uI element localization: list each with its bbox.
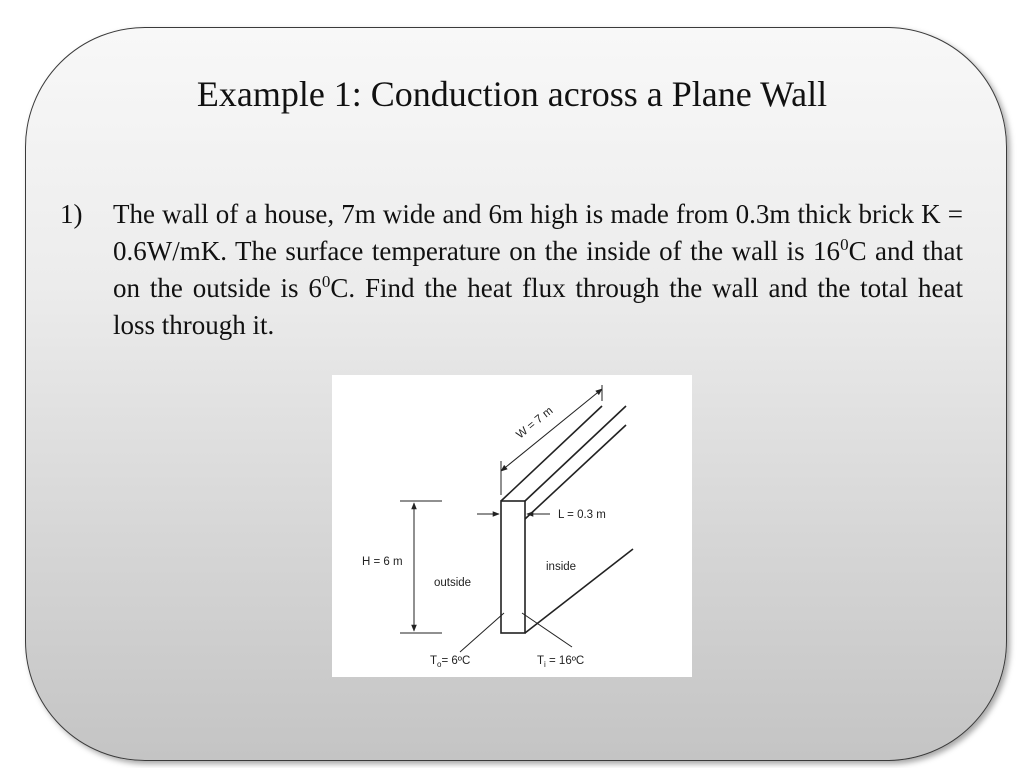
inside-label: inside: [546, 561, 577, 573]
wall-diagram-svg: [332, 375, 692, 677]
problem-text-part1: The wall of a house, 7m wide and 6m high is made from 0.3m thick brick K = 0.6W/mK. The surface temperature on the inside of the wall is 16: [113, 199, 963, 266]
wall-diagram: [332, 375, 692, 677]
outside-temp-label: $T_o=$ 6ºC: [430, 655, 471, 669]
slide-title: Example 1: Conduction across a Plane Wall: [196, 74, 828, 114]
thickness-label: L = 0.3 m: [558, 509, 606, 521]
height-label: H = 6 m: [362, 556, 403, 568]
problem-number: 1): [60, 199, 83, 229]
degree-superscript-outside: 0: [321, 272, 331, 291]
problem-text-part3: C. Find the heat flux through the wall and the total heat loss through it.: [113, 273, 963, 340]
width-label: W = 7 m: [514, 404, 556, 442]
wall-front-face: [501, 501, 525, 633]
problem-text: [113, 196, 963, 344]
problem-text-part2: C and that on the outside is 6: [113, 236, 963, 303]
problem-item: [60, 196, 963, 344]
outside-label: outside: [434, 577, 472, 589]
inside-temp-label: $T_i$ = 16ºC: [537, 655, 585, 669]
degree-superscript-inside: 0: [840, 235, 849, 254]
wall-top-edge-outer: [501, 406, 602, 501]
outside-temp-leader: [460, 613, 504, 652]
wall-bottom-edge: [525, 549, 633, 633]
